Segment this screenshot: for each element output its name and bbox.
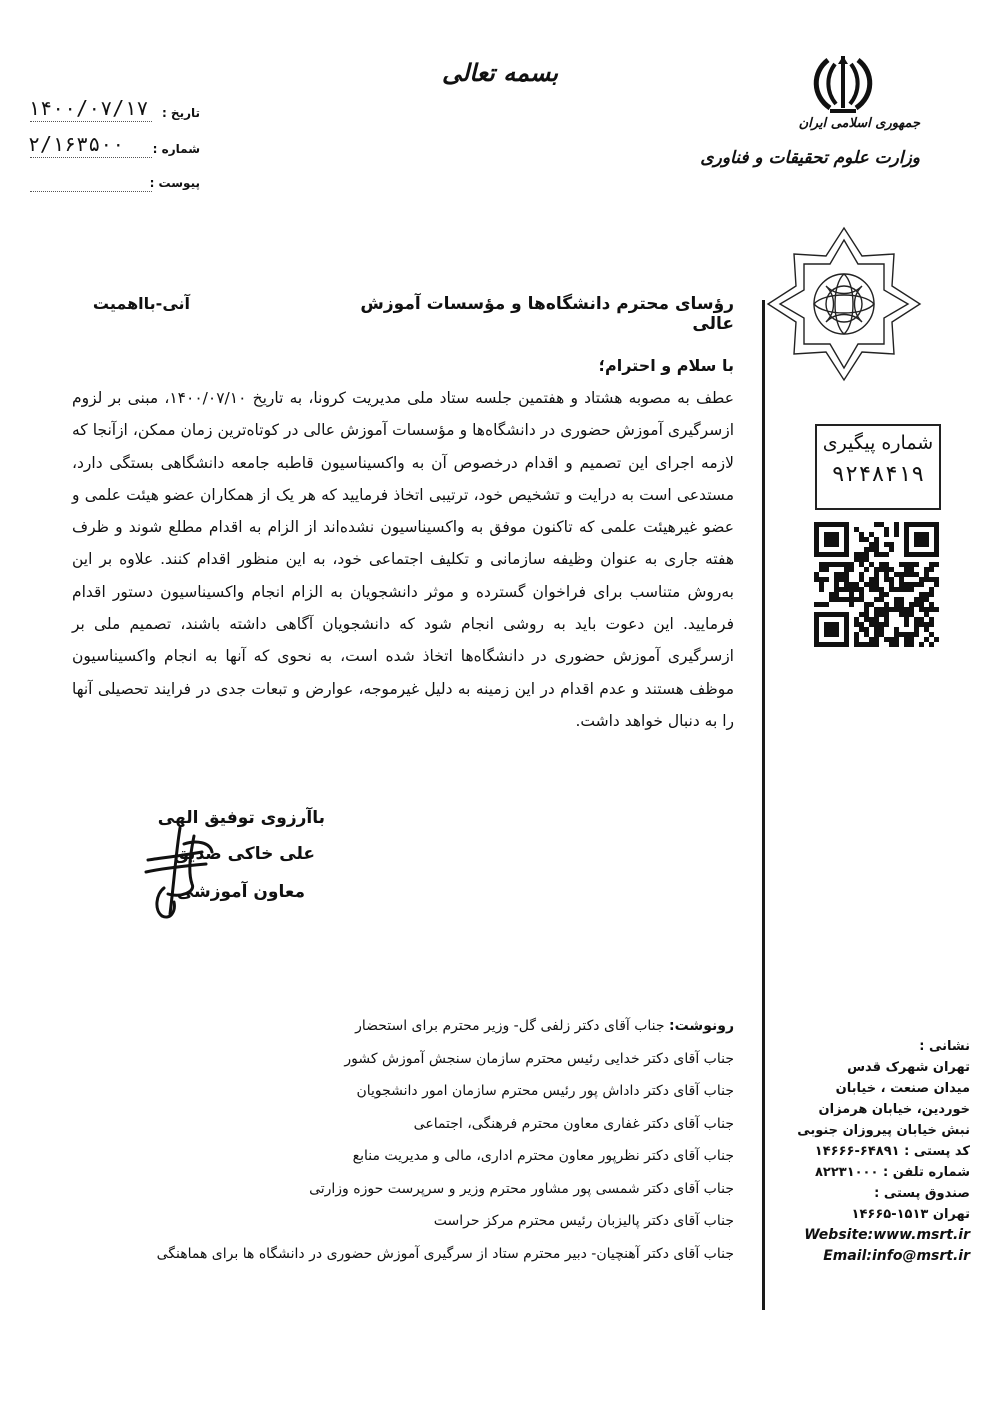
qr-module <box>884 592 889 597</box>
qr-module <box>919 607 924 612</box>
qr-module <box>834 587 839 592</box>
qr-module <box>834 592 839 597</box>
qr-module <box>869 602 874 607</box>
qr-module <box>864 567 869 572</box>
qr-module <box>894 637 899 642</box>
qr-module <box>934 637 939 642</box>
qr-module <box>879 587 884 592</box>
qr-module <box>899 612 904 617</box>
qr-module <box>874 522 879 527</box>
qr-module <box>924 637 929 642</box>
qr-module <box>909 642 914 647</box>
qr-module <box>864 547 869 552</box>
qr-module <box>919 577 924 582</box>
qr-module <box>869 577 874 582</box>
qr-module <box>924 572 929 577</box>
qr-module <box>894 642 899 647</box>
qr-module <box>819 582 824 587</box>
qr-module <box>924 592 929 597</box>
letter-body: عطف به مصوبه هشتاد و هفتمین جلسه ستاد ملی مدیریت کرونا، به تاریخ ۱۴۰۰/۰۷/۱۰، مبنی بر لزوم ازسرگیری آموزش حضوری در دانشگاه‌ها و مؤسسات آموزش عالی در کوتاه‌ترین زمان ممکن، ازآنجا که لازمه اجرای این تصمیم و اقدام درخصوص آن به واکسیناسیون قاطبه جامعه دانشگاهی بستگی دارد، مستدعی است به درایت و تشخیص خود، ترتیبی اتخاذ فرمایید که هر یک از همکاران عضو هیئت علمی و عضو غیرهیئت علمی که تاکنون موفق به واکسیناسیون نشده‌اند از الزام به اقدام مطلع شوند و ظرف هفته جاری به عنوان وظیفه سازمانی و تکلیف اجتماعی خود، به این منظور اقدام کنند. علاوه بر این به‌روش متناسب برای فراخوان گسترده و موثر دانشجویان به الزام انجام واکسیناسیون دستور اقدام فرمایید. این دعوت باید به روشی انجام شود که دانشجویان آگاهی داشته باشند، تصمیم ملی بر ازسرگیری آموزش حضوری در دانشگاه‌ها اتخاذ شده است، به نحوی که آنها به انجام واکسیناسیون موظف هستند و عدم اقدام در این زمینه به دلیل غیرموجه، عوارض و تبعات جدی در فرایند تحصیلی آنها را به دنبال خواهد داشت. <box>72 389 734 730</box>
attachment-label: پیوست : <box>149 176 200 190</box>
qr-module <box>894 532 899 537</box>
qr-module <box>904 567 909 572</box>
qr-module <box>869 587 874 592</box>
qr-module <box>874 542 879 547</box>
qr-module <box>854 527 859 532</box>
cc-recipient: جناب آقای دکتر پالیزبان رئیس محترم مرکز حراست <box>433 1213 734 1229</box>
date-field <box>20 96 200 126</box>
qr-module <box>914 627 919 632</box>
qr-module <box>854 582 859 587</box>
number-field <box>20 132 200 162</box>
qr-module <box>934 607 939 612</box>
qr-module <box>874 607 879 612</box>
cc-first-line <box>100 1010 734 1043</box>
qr-module <box>904 612 909 617</box>
qr-module <box>869 547 874 552</box>
qr-module <box>879 597 884 602</box>
qr-module <box>839 597 844 602</box>
qr-module <box>834 582 839 587</box>
qr-module <box>899 582 904 587</box>
po-box-label: صندوق پستی : <box>874 1186 970 1201</box>
qr-module <box>929 602 934 607</box>
qr-module <box>854 617 859 622</box>
qr-module <box>899 587 904 592</box>
tracking-box <box>815 424 941 510</box>
qr-module <box>879 622 884 627</box>
qr-module <box>929 632 934 637</box>
date-underline <box>30 121 152 122</box>
qr-module <box>889 607 894 612</box>
cc-recipient: جناب آقای دکتر خدایی رئیس محترم سازمان سنجش آموزش کشور <box>344 1050 734 1067</box>
qr-module <box>829 592 834 597</box>
po-box-value: تهران ۱۵۱۳-۱۴۶۶۵ <box>851 1207 970 1222</box>
qr-module <box>899 607 904 612</box>
qr-module <box>884 637 889 642</box>
qr-module <box>859 532 864 537</box>
qr-module <box>864 537 869 542</box>
qr-module <box>909 612 914 617</box>
qr-module <box>869 542 874 547</box>
address-line: خوردین، خیابان هرمزان <box>818 1102 970 1117</box>
website-link[interactable]: Website:www.msrt.ir <box>804 1227 970 1243</box>
recipient-line: رؤسای محترم دانشگاه‌ها و مؤسسات آموزش عالی <box>360 294 734 334</box>
qr-module <box>914 562 919 567</box>
qr-module <box>854 637 859 642</box>
qr-module <box>849 562 854 567</box>
tracking-label: شماره پیگیری <box>822 432 934 454</box>
qr-module <box>919 642 924 647</box>
qr-module <box>869 637 874 642</box>
qr-module <box>849 602 854 607</box>
country-name: جمهوری اسلامی ایران <box>798 116 920 131</box>
qr-module <box>854 587 859 592</box>
qr-module <box>894 597 899 602</box>
qr-module <box>879 552 884 557</box>
qr-module <box>919 582 924 587</box>
qr-module <box>909 632 914 637</box>
qr-module <box>914 622 919 627</box>
number-label: شماره : <box>152 142 200 156</box>
qr-module <box>824 567 829 572</box>
qr-module <box>899 572 904 577</box>
qr-module <box>904 637 909 642</box>
qr-module <box>884 552 889 557</box>
cc-recipient: جناب آقای دکتر شمسی پور مشاور محترم وزیر و سرپرست حوزه وزارتی <box>309 1180 734 1197</box>
qr-module <box>854 597 859 602</box>
qr-module <box>894 572 899 577</box>
qr-module <box>829 562 834 567</box>
qr-module <box>819 577 824 582</box>
invocation-heading: بسمه تعالی <box>441 58 559 87</box>
qr-module <box>844 597 849 602</box>
qr-module <box>914 582 919 587</box>
qr-module <box>839 572 844 577</box>
qr-module <box>904 632 909 637</box>
qr-module <box>829 597 834 602</box>
qr-module <box>884 572 889 577</box>
qr-module <box>884 607 889 612</box>
qr-module <box>814 572 819 577</box>
qr-module <box>889 582 894 587</box>
qr-module <box>929 592 934 597</box>
qr-module <box>859 597 864 602</box>
qr-module <box>839 587 844 592</box>
qr-module <box>904 582 909 587</box>
qr-module <box>924 577 929 582</box>
qr-module <box>869 622 874 627</box>
qr-module <box>909 602 914 607</box>
qr-module <box>814 577 819 582</box>
qr-module <box>869 617 874 622</box>
qr-module <box>904 587 909 592</box>
qr-module <box>924 597 929 602</box>
qr-module <box>879 522 884 527</box>
qr-module <box>884 527 889 532</box>
qr-module <box>874 642 879 647</box>
qr-module <box>929 577 934 582</box>
qr-module <box>929 617 934 622</box>
qr-module <box>914 602 919 607</box>
qr-module <box>874 552 879 557</box>
qr-module <box>859 572 864 577</box>
qr-module <box>909 567 914 572</box>
qr-module <box>899 577 904 582</box>
qr-module <box>874 572 879 577</box>
cc-first-recipient: جناب آقای دکتر زلفی گل- وزیر محترم برای استحضار <box>355 1018 670 1034</box>
cc-recipient: جناب آقای دکتر نظرپور معاون محترم اداری، مالی و مدیریت منابع <box>352 1148 734 1164</box>
qr-module <box>899 597 904 602</box>
qr-module <box>874 617 879 622</box>
qr-module <box>819 587 824 592</box>
margin-rule <box>762 300 765 1310</box>
qr-module <box>929 642 934 647</box>
qr-module <box>834 572 839 577</box>
date-value: ۱۴۰۰/۰۷/۱۷ <box>28 96 149 120</box>
qr-module <box>849 582 854 587</box>
qr-module <box>814 602 819 607</box>
qr-module <box>874 537 879 542</box>
qr-module <box>934 562 939 567</box>
address-line: نبش خیابان پیروزان جنوبی <box>797 1123 970 1138</box>
signatory-title: معاون آموزشی <box>176 882 305 902</box>
qr-module <box>929 562 934 567</box>
qr-module <box>929 622 934 627</box>
qr-module <box>889 567 894 572</box>
qr-finder <box>914 532 929 547</box>
qr-module <box>879 627 884 632</box>
qr-module <box>929 587 934 592</box>
qr-module <box>849 592 854 597</box>
qr-module <box>919 597 924 602</box>
cc-recipient: جناب آقای دکتر آهنچیان- دبیر محترم ستاد از سرگیری آموزش حضوری در دانشگاه ها برای هماهنگی <box>156 1245 734 1262</box>
qr-module <box>864 557 869 562</box>
number-value: ۲/۱۶۳۵۰۰ <box>28 132 125 156</box>
qr-module <box>889 587 894 592</box>
cc-recipient: جناب آقای دکتر غفاری معاون محترم فرهنگی، اجتماعی <box>413 1115 734 1132</box>
qr-code-icon <box>814 522 939 647</box>
qr-module <box>904 562 909 567</box>
qr-module <box>874 597 879 602</box>
qr-module <box>929 607 934 612</box>
handwritten-signature <box>140 822 220 922</box>
qr-module <box>874 567 879 572</box>
ministry-name: وزارت علوم تحقیقات و فناوری <box>700 148 920 168</box>
qr-module <box>909 572 914 577</box>
greeting: با سلام و احترام؛ <box>598 356 734 375</box>
qr-module <box>894 587 899 592</box>
qr-module <box>874 547 879 552</box>
qr-module <box>924 612 929 617</box>
qr-module <box>879 612 884 617</box>
qr-module <box>904 642 909 647</box>
qr-module <box>864 602 869 607</box>
qr-module <box>854 632 859 637</box>
qr-module <box>909 562 914 567</box>
qr-module <box>839 577 844 582</box>
qr-module <box>824 602 829 607</box>
qr-module <box>844 582 849 587</box>
qr-module <box>884 532 889 537</box>
qr-module <box>924 627 929 632</box>
qr-module <box>909 637 914 642</box>
qr-module <box>884 577 889 582</box>
qr-module <box>869 532 874 537</box>
qr-module <box>889 642 894 647</box>
qr-module <box>874 637 879 642</box>
qr-module <box>884 602 889 607</box>
qr-module <box>884 542 889 547</box>
qr-module <box>844 587 849 592</box>
qr-module <box>914 617 919 622</box>
qr-module <box>879 632 884 637</box>
address-title: نشانی : <box>919 1039 970 1054</box>
qr-module <box>864 642 869 647</box>
cc-label: رونوشت: <box>669 1018 734 1034</box>
emblem-icon <box>808 52 878 116</box>
qr-module <box>849 567 854 572</box>
qr-module <box>859 592 864 597</box>
qr-module <box>909 587 914 592</box>
qr-module <box>934 577 939 582</box>
qr-module <box>859 627 864 632</box>
qr-module <box>834 577 839 582</box>
qr-module <box>884 567 889 572</box>
phone-number: شماره تلفن : ۸۲۲۳۱۰۰۰ <box>814 1165 970 1180</box>
qr-module <box>859 537 864 542</box>
qr-module <box>824 577 829 582</box>
qr-module <box>924 622 929 627</box>
qr-module <box>909 582 914 587</box>
qr-module <box>859 562 864 567</box>
qr-module <box>899 632 904 637</box>
cc-list <box>100 1010 734 1270</box>
attachment-underline <box>30 191 152 192</box>
qr-module <box>899 562 904 567</box>
qr-module <box>864 607 869 612</box>
qr-module <box>874 577 879 582</box>
qr-module <box>859 642 864 647</box>
qr-finder <box>824 622 839 637</box>
qr-module <box>819 602 824 607</box>
date-label: تاریخ : <box>161 106 200 120</box>
signatory-name: علی خاکی صدیق <box>173 844 315 864</box>
qr-module <box>884 617 889 622</box>
qr-module <box>859 612 864 617</box>
qr-module <box>919 617 924 622</box>
qr-module <box>849 597 854 602</box>
qr-module <box>844 572 849 577</box>
qr-module <box>894 527 899 532</box>
qr-module <box>884 612 889 617</box>
qr-module <box>864 627 869 632</box>
postal-code: کد پستی : ۶۴۸۹۱-۱۴۶۶۶ <box>814 1144 970 1159</box>
qr-module <box>869 582 874 587</box>
qr-module <box>909 607 914 612</box>
qr-module <box>894 632 899 637</box>
qr-module <box>894 607 899 612</box>
qr-module <box>859 552 864 557</box>
qr-module <box>819 567 824 572</box>
qr-module <box>929 567 934 572</box>
address-block <box>770 1036 970 1267</box>
qr-module <box>879 562 884 567</box>
qr-module <box>859 557 864 562</box>
qr-module <box>879 567 884 572</box>
qr-module <box>894 627 899 632</box>
qr-module <box>854 552 859 557</box>
qr-module <box>874 582 879 587</box>
qr-module <box>864 612 869 617</box>
qr-module <box>904 617 909 622</box>
qr-module <box>849 587 854 592</box>
qr-module <box>919 602 924 607</box>
qr-module <box>919 622 924 627</box>
qr-module <box>859 587 864 592</box>
qr-module <box>889 637 894 642</box>
closing-wish: باآرزوی توفیق الهی <box>157 808 325 828</box>
qr-module <box>879 592 884 597</box>
qr-module <box>839 562 844 567</box>
qr-module <box>904 622 909 627</box>
qr-module <box>934 582 939 587</box>
qr-module <box>889 547 894 552</box>
qr-module <box>904 607 909 612</box>
qr-module <box>924 567 929 572</box>
qr-module <box>879 607 884 612</box>
qr-module <box>834 562 839 567</box>
qr-module <box>864 582 869 587</box>
qr-module <box>844 577 849 582</box>
qr-module <box>854 557 859 562</box>
qr-module <box>924 607 929 612</box>
cc-recipient: جناب آقای دکتر داداش پور رئیس محترم سازمان امور دانشجویان <box>356 1083 734 1099</box>
qr-module <box>834 597 839 602</box>
qr-module <box>824 562 829 567</box>
qr-module <box>884 622 889 627</box>
qr-module <box>859 622 864 627</box>
qr-module <box>889 577 894 582</box>
qr-module <box>854 642 859 647</box>
qr-module <box>904 572 909 577</box>
qr-module <box>914 572 919 577</box>
qr-module <box>874 612 879 617</box>
qr-module <box>899 602 904 607</box>
qr-module <box>844 567 849 572</box>
qr-module <box>844 562 849 567</box>
qr-module <box>869 642 874 647</box>
qr-module <box>894 522 899 527</box>
email-link[interactable]: Email:info@msrt.ir <box>823 1248 970 1264</box>
qr-module <box>854 622 859 627</box>
qr-module <box>889 542 894 547</box>
qr-module <box>914 632 919 637</box>
tracking-number: ۹۲۴۸۴۱۹ <box>831 462 925 487</box>
qr-module <box>874 587 879 592</box>
qr-module <box>874 632 879 637</box>
qr-module <box>874 627 879 632</box>
qr-module <box>859 577 864 582</box>
qr-module <box>819 562 824 567</box>
qr-module <box>894 602 899 607</box>
address-line: تهران شهرک قدس <box>847 1060 970 1075</box>
qr-module <box>919 592 924 597</box>
qr-finder <box>824 532 839 547</box>
qr-module <box>874 622 879 627</box>
number-underline <box>30 157 152 158</box>
qr-module <box>914 597 919 602</box>
attachment-field <box>20 174 200 196</box>
qr-module <box>869 562 874 567</box>
urgency-label: آنی-بااهمیت <box>92 294 190 313</box>
qr-module <box>864 552 869 557</box>
qr-module <box>864 632 869 637</box>
qr-module <box>884 562 889 567</box>
ornament-icon <box>766 226 922 382</box>
address-line: میدان صنعت ، خیابان <box>835 1081 970 1096</box>
qr-module <box>864 617 869 622</box>
